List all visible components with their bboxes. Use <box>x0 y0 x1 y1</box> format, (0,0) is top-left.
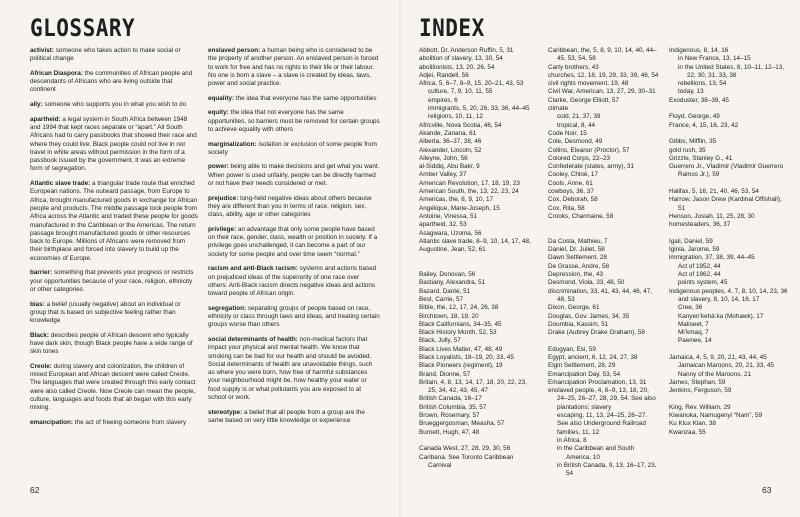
index-subentry: Maliseet, 7 <box>678 320 709 328</box>
glossary-definition: separating groups of people based on race, ethnicity or class through laws and ideas, and treating certain groups worse than others <box>208 304 380 329</box>
glossary-definition: during slavery and colonization, the children of mixed European and African descent were called Creole. The languages that were created through this early contact were also called Creole. Now Creole can mean the people, culture, languages and foods that all began with this early mixing. <box>30 362 196 412</box>
glossary-entry <box>30 332 198 357</box>
glossary-definition: long-held negative ideas about others because they are different than you in terms of race, religion, sex, class, ability, age or other categories <box>208 194 372 219</box>
index-entry: Caribana. See Toronto Caribbean Carnival <box>419 453 514 469</box>
glossary-term: Black: <box>30 331 50 339</box>
glossary-entry <box>30 101 198 109</box>
index-entry: Jamaica, 4, 5, 9, 20, 21, 43, 44, 45 <box>669 353 767 361</box>
glossary-definition: a belief (usually negative) about an individual or group that is based on subjective feeling rather than knowledge <box>30 300 181 325</box>
glossary-term: marginalization: <box>208 140 257 148</box>
index-subentry: plantations; slavery <box>557 403 612 411</box>
index-entry: Atlantic slave trade, 8–9, 10, 14, 17, 48, <box>419 237 531 245</box>
index-entry: Cools, Anne, 61 <box>548 179 593 187</box>
index-entry: Doumbia, Kassim, 51 <box>548 320 609 328</box>
index-entry: Dixon, George, 61 <box>548 304 600 312</box>
index-entry: gold rush, 35 <box>669 146 706 154</box>
index-subentry: Jamaican Maroons, 20, 21, 33, 45 <box>678 362 774 370</box>
glossary-term: apartheid: <box>30 115 61 123</box>
index-column-3 <box>669 47 789 437</box>
index-entry: De Grasse, Andre, 58 <box>548 262 610 270</box>
index-entry: Da Costa, Mathieu, 7 <box>548 237 608 245</box>
index-subentry: religions, 10, 11, 12 <box>428 113 483 121</box>
index-entry: Harrow, Jason Drew (Kardinal Offishall), 51 <box>669 196 782 212</box>
index-subentry: Act of 1962, 44 <box>678 271 721 279</box>
index-subentry: Pawnee, 14 <box>678 337 712 345</box>
index-entry: Indigenous peoples, 4, 7, 8, 10, 14, 23, 36 <box>669 287 788 295</box>
index-entry: enslaved people, 4, 8–9, 13, 18, 20, 24–25, 26–27, 28, 29, 54. See also <box>548 387 656 403</box>
index-entry: Canada West, 27, 28, 29, 30, 56 <box>419 445 511 453</box>
index-entry: abolitionists, 13, 20, 26, 54 <box>419 63 495 71</box>
glossary-term: ally: <box>30 101 43 109</box>
glossary-definition: a legal system in South Africa between 1948 and 1994 that kept races separate or “apart.” All South Africans had to carry passbooks that showed their race and where they could live. Black people could not live in nor travel in white areas without permission in the form of a passbook issued by the government. It was an extreme form of segregation. <box>30 115 197 173</box>
index-entry: Brown, Rosemary, 57 <box>419 412 480 420</box>
index-subentry: families, 11, 12 <box>557 428 600 436</box>
index-subentry: cold, 21, 37, 39 <box>557 113 601 121</box>
glossary-entry <box>208 141 380 158</box>
index-entry: Alleyne, John, 56 <box>419 154 468 162</box>
glossary-entry <box>30 301 198 326</box>
index-subentry: escaping, 11, 13, 24–25, 26–27. <box>557 412 648 420</box>
index-entry: Collins, Eleanor (Proctor), 57 <box>548 146 630 154</box>
index-entry: Africville, Nova Scotia, 46, 54 <box>419 121 502 129</box>
index-subentry: empires, 6 <box>428 96 458 104</box>
glossary-entry <box>208 163 380 188</box>
index-entry: France, 4, 15, 16, 23, 42 <box>669 121 739 129</box>
glossary-definition: the act of freeing someone from slavery <box>73 418 187 426</box>
index-entry: abolition of slavery, 13, 30, 54 <box>419 55 503 63</box>
index-entry: Black, Jully, 57 <box>419 337 461 345</box>
index-subentry: Cree, 36 <box>678 304 703 312</box>
index-entry: Black Lives Matter, 47, 48, 49 <box>419 345 503 353</box>
glossary-definition: a belief that all people from a group are the same based on very little knowledge or experience <box>208 408 365 424</box>
index-subentry: in the Caribbean and South America, 10 <box>557 445 635 461</box>
glossary-definition: non-medical factors that impact your physical and mental health. We know that smoking can be bad for our health and should be avoided. Social determinants of health are unavoidable things, such as where you were born, how free of harmful substances your neighbourhood might be, how healthy your water or food supply is or what pollutants you are exposed to at school or work. <box>208 335 373 402</box>
index-entry: Cox, Deborah, 58 <box>548 196 598 204</box>
index-column-1 <box>419 47 537 470</box>
index-entry: Guerrero Jr., Vladimir (Vladimir Guerrero Ramos Jr.), 59 <box>669 163 784 179</box>
glossary-entry <box>208 265 380 298</box>
index-entry: Elgin Settlement, 28, 29 <box>548 362 616 370</box>
index-subentry: culture, 7, 9, 10, 11, 55 <box>428 88 493 96</box>
glossary-term: enslaved person: <box>208 47 261 54</box>
index-entry: James, Stephan, 59 <box>669 378 726 386</box>
glossary-definition: someone who takes action to make social or political change <box>30 47 181 63</box>
index-entry: Egypt, ancient, 6, 12, 24, 27, 38 <box>548 353 638 361</box>
index-entry: Kiwanuka, Namugenyi “Nam”, 59 <box>669 412 763 420</box>
index-entry: Ku Klux Klan, 38 <box>669 420 716 428</box>
glossary-definition: a triangular trade route that enriched European nations. The outward passage, from Europe to Africa, brought manufactured goods in exchange for African people and products. The middle passage took people from Africa across the Atlantic and traded these people for goods manufactured in the Caribbean or the Americas. The return passage brought manufactured goods or other resources back to Europe. Millions of Africans were removed from their birthplace and forced into slavery to build up the economies of Europe. <box>30 180 198 262</box>
index-subentry: Mi’kmaq, 7 <box>678 329 709 337</box>
glossary-entry <box>30 116 198 174</box>
index-entry: Igali, Daniel, 59 <box>669 237 713 245</box>
index-subentry: in Africa, 8 <box>557 436 587 444</box>
index-entry: Black Californians, 34–35, 45 <box>419 320 502 328</box>
index-entry: Best, Carrie, 57 <box>419 295 464 303</box>
index-entry: King, Rev. William, 29 <box>669 403 731 411</box>
glossary-definition: describes people of African descent who typically have dark skin, though Black people have a wide range of skin tones <box>30 331 193 356</box>
glossary-definition: the communities of African people and descendants of Africans who are living outside that continent <box>30 69 193 94</box>
glossary-definition: isolation or exclusion of some people from society <box>208 140 377 156</box>
index-entry: Clarke, George Elliott, 57 <box>548 96 619 104</box>
index-entry: Gibbs, Mifflin, 35 <box>669 138 717 146</box>
glossary-entry <box>208 305 380 330</box>
index-entry: homesteaders, 36, 37 <box>669 221 731 229</box>
index-entry: Colored Corps, 22–23 <box>548 154 611 162</box>
index-entry: cowboys, 36, 37 <box>548 188 594 196</box>
index-entry: American Revolution, 17, 18, 19, 23 <box>419 179 520 187</box>
index-entry: Bastiany, Alexandra, 51 <box>419 279 486 287</box>
glossary-entry <box>30 180 198 263</box>
index-entry: Halifax, 5, 16, 21, 40, 46, 53, 54 <box>669 188 759 196</box>
index-subentry: today, 13 <box>678 88 704 96</box>
index-entry: Dawn Settlement, 28 <box>548 254 607 262</box>
index-entry: apartheid, 32, 53 <box>419 221 467 229</box>
glossary-column-1 <box>30 47 198 434</box>
index-entry: Daniel, Dr. Juliet, 58 <box>548 246 605 254</box>
index-entry: Confederate (states, army), 31 <box>548 163 635 171</box>
index-entry: Burnett, Hugh, 47, 48 <box>419 428 480 436</box>
index-entry: Grizzle, Stanley G., 41 <box>669 154 733 162</box>
index-entry: civil rights movement, 19, 48 <box>548 80 629 88</box>
glossary-entry <box>208 47 380 88</box>
index-entry: Caribbean, the, 5, 8, 9, 10, 14, 40, 44–45, 53, 54, 58 <box>548 47 657 63</box>
index-entry: Bazard, Danté, 51 <box>419 287 471 295</box>
index-subentry: immigrants, 5, 20, 26, 33, 36, 44–45 <box>428 105 530 113</box>
glossary-title: GLOSSARY <box>30 14 136 42</box>
index-entry: climate <box>548 105 569 113</box>
glossary-definition: someone who supports you in what you wish to do <box>42 101 187 109</box>
index-subentry: in New France, 13, 14–15 <box>678 55 751 63</box>
page-number-left: 62 <box>30 485 40 495</box>
index-entry: Douglas, Gov. James, 34, 35 <box>548 312 630 320</box>
index-subentry: See also Underground Railroad <box>557 420 646 428</box>
glossary-entry <box>30 419 198 427</box>
index-entry: Antoine, Vinessa, 51 <box>419 212 478 220</box>
index-entry: Crooks, Charmaine, 58 <box>548 212 614 220</box>
index-entry: Angélique, Marie-Joseph, 15 <box>419 204 500 212</box>
glossary-entry <box>208 409 380 426</box>
index-entry: Floyd, George, 49 <box>669 113 720 121</box>
index-subentry: Kanyen’kehà:ka (Mohawk), 17 <box>678 312 764 320</box>
glossary-entry <box>30 363 198 413</box>
glossary-term: Creole: <box>30 362 52 370</box>
index-entry: Jenkins, Ferguson, 59 <box>669 387 732 395</box>
index-entry: Bible, the, 12, 17, 24, 26, 38 <box>419 304 499 312</box>
glossary-entry <box>208 195 380 220</box>
glossary-term: bias: <box>30 300 45 308</box>
index-entry: Britain, 4, 8, 13, 14, 17, 18, 20, 22, 23, 25, 34, 42, 43, 45, 47 <box>419 378 527 395</box>
index-entry: churches, 12, 18, 19, 29, 33, 39, 46, 54 <box>548 71 659 79</box>
index-title: INDEX <box>419 14 485 42</box>
glossary-definition: something that prevents your progress or restricts your opportunities because of your race, religion, ethnicity or other categories <box>30 269 194 293</box>
glossary-column-2 <box>208 47 380 432</box>
index-entry: Desmond, Viola, 33, 48, 50 <box>548 279 625 287</box>
index-entry: Abbott, Dr. Anderson Ruffin, 5, 31 <box>419 47 514 54</box>
index-subentry: in British Canada, 9, 13, 16–17, 23, 54 <box>557 461 657 478</box>
index-entry: Alberta, 36–37, 38, 46 <box>419 138 482 146</box>
glossary-term: power: <box>208 163 229 171</box>
glossary-definition: a human being who is considered to be the property of another person. An enslaved person is forced to work for free and has no rights to their life or their labour. No one is born a slave – a slave is created by ideas, laws, power and social practice. <box>208 47 379 88</box>
index-entry: British Canada, 16–17 <box>419 395 482 403</box>
index-entry: Amber Valley, 37 <box>419 171 467 179</box>
index-entry: Exoduster, 38–39, 45 <box>669 96 729 104</box>
glossary-entry <box>208 226 380 259</box>
glossary-term: African Diaspora: <box>30 69 83 77</box>
glossary-entry <box>208 95 380 103</box>
glossary-definition: an advantage that only some people have based on their race, gender, class, wealth or position in society. If a privilege goes unchallenged, it can become a part of our society for some people and over time seem “normal.” <box>208 225 378 258</box>
index-subentry: tropical, 8, 44 <box>557 121 596 129</box>
index-entry: Bailey, Donovan, 56 <box>419 271 476 279</box>
index-entry: Iginla, Jarome, 59 <box>669 246 720 254</box>
glossary-term: activist: <box>30 47 54 54</box>
index-entry: Brueggergosman, Measha, 57 <box>419 420 505 428</box>
index-entry: Africa, 5, 6–7, 8–9, 15, 20–21, 43, 53 <box>419 80 524 88</box>
index-entry: Alexander, Lincoln, 52 <box>419 146 482 154</box>
glossary-term: equity: <box>208 109 229 117</box>
index-entry: Black History Month, 52, 53 <box>419 329 497 337</box>
index-entry: Carty brothers, 43 <box>548 63 599 71</box>
index-entry: Americas, the, 8, 9, 10, 17 <box>419 196 494 204</box>
glossary-term: segregation: <box>208 304 247 312</box>
glossary-term: racism and anti-Black racism: <box>208 265 298 273</box>
index-subentry: Nanny of the Maroons, 21 <box>678 370 751 378</box>
glossary-entry <box>30 269 198 294</box>
glossary-term: barrier: <box>30 269 53 277</box>
index-entry: Code Noir, 15 <box>548 129 587 137</box>
index-entry: Brand, Dionne, 57 <box>419 370 471 378</box>
index-column-2 <box>548 47 660 478</box>
index-entry: Henson, Josiah, 11, 25, 28, 30 <box>669 212 755 220</box>
index-entry: Edugyan, Esi, 59 <box>548 345 596 353</box>
index-page <box>400 0 800 517</box>
glossary-definition: being able to make decisions and get what you want. When power is used unfairly, people can be directly harmed or not have their needs considered or met. <box>208 163 380 188</box>
index-entry: Depression, the, 43 <box>548 271 604 279</box>
index-subentry: rebellions, 13, 54 <box>678 80 727 88</box>
glossary-entry <box>30 70 198 95</box>
index-entry: Akande, Zanana, 61 <box>419 129 477 137</box>
glossary-term: prejudice: <box>208 194 239 202</box>
index-entry: Asagwara, Uzoma, 56 <box>419 229 482 237</box>
index-entry: Emancipation Day, 53, 54 <box>548 370 621 378</box>
glossary-term: privilege: <box>208 225 237 233</box>
glossary-entry <box>208 109 380 134</box>
glossary-term: Atlantic slave trade: <box>30 180 91 188</box>
index-entry: Civil War, American, 13, 27, 29, 30–31 <box>548 88 656 96</box>
index-entry: Indigenous, 8, 14, 16 <box>669 47 729 54</box>
glossary-definition: the idea that not everyone has the same opportunities, so barriers must be removed for certain groups to achieve equality with others <box>208 109 380 133</box>
glossary-term: equality: <box>208 94 235 102</box>
index-entry: Cooley, Chloé, 17 <box>548 171 598 179</box>
glossary-entry <box>208 336 380 402</box>
glossary-term: social determinants of health: <box>208 335 298 343</box>
index-entry: Kwanzaa, 55 <box>669 428 706 436</box>
index-subentry: points system, 45 <box>678 279 728 287</box>
glossary-term: stereotype: <box>208 408 243 416</box>
index-entry: Birchtown, 18, 19, 20 <box>419 312 479 320</box>
glossary-definition: systems and actions based on prejudiced ideas of the superiority of one race over others. Anti-Black racism directs negative ideas and actions toward people of African origin. <box>208 265 377 298</box>
index-entry: Emancipation Proclamation, 13, 31 <box>548 378 647 386</box>
glossary-entry <box>30 47 198 64</box>
index-entry: Adjei, Randell, 56 <box>419 71 469 79</box>
index-entry: Cox, Rita, 58 <box>548 204 585 212</box>
index-entry: discrimination, 33, 41, 43, 44, 46, 47, 48, 53 <box>548 287 653 303</box>
index-entry: Black Loyalists, 18–19, 20, 33, 45 <box>419 353 514 361</box>
glossary-definition: the idea that everyone has the same opportunities <box>234 94 377 102</box>
index-subentry: and slavery, 8, 10, 14, 16, 17 <box>678 295 760 303</box>
index-entry: Augustine, Jean, 52, 61 <box>419 246 486 254</box>
index-entry: Black Pioneers (regiment), 19 <box>419 362 503 370</box>
index-entry: Drake (Aubrey Drake Graham), 58 <box>548 329 645 337</box>
index-subentry: in the United States, 8, 10–11, 12–13, 22, 30, 31, 33, 38 <box>678 63 785 79</box>
index-entry: al-Siddiq, Abu Bakr, 9 <box>419 163 480 171</box>
index-subentry: Act of 1952, 44 <box>678 262 721 270</box>
index-entry: American South, the, 13, 22, 23, 24 <box>419 188 519 196</box>
page-number-right: 63 <box>762 485 772 495</box>
index-entry: immigration, 37, 38, 39, 44–45 <box>669 254 755 262</box>
index-entry: British Columbia, 35, 57 <box>419 403 487 411</box>
index-entry: Cole, Desmond, 49 <box>548 138 603 146</box>
glossary-term: emancipation: <box>30 418 74 426</box>
